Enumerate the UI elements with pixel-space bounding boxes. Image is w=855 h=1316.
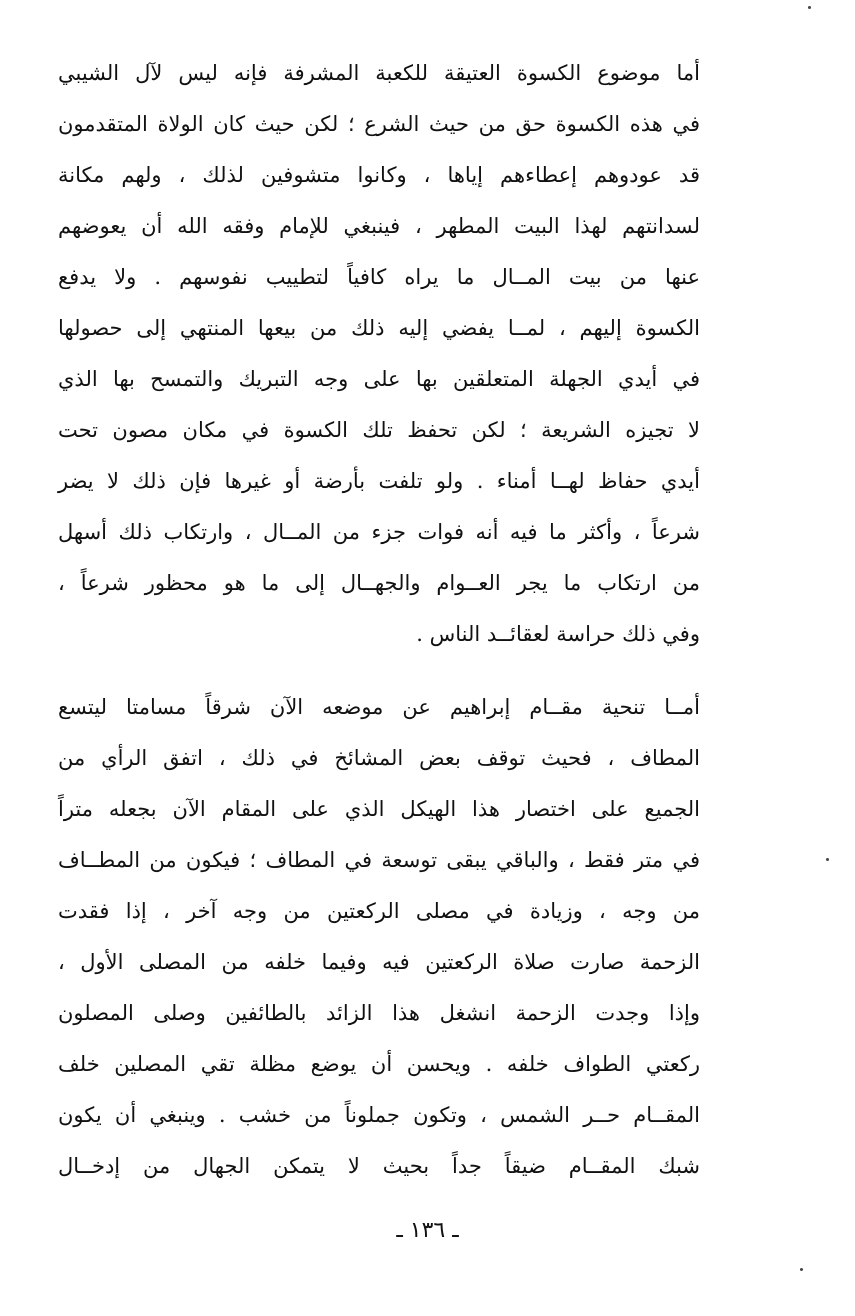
text-line: عنها من بيت المــال ما يراه كافياً لتطييب نفوسهم . ولا يدفع	[58, 265, 700, 289]
page-number: ـ ١٣٦ ـ	[396, 1218, 459, 1243]
text-line: الزحمة صارت صلاة الركعتين فيه وفيما خلفه من المصلى الأول ،	[58, 950, 700, 974]
text-line: المقــام حــر الشمس ، وتكون جملوناً من خشب . وينبغي أن يكون	[58, 1103, 700, 1127]
text-line: من وجه ، وزيادة في مصلى الركعتين من وجه آخر ، إذا فقدت	[58, 899, 700, 923]
scan-speck	[808, 6, 811, 9]
text-line: أيدي حفاظ لهــا أمناء . ولو تلفت بأرضة أو غيرها فإن ذلك لا يضر	[58, 469, 700, 493]
text-line: الجميع على اختصار هذا الهيكل الذي على المقام الآن بجعله متراً	[58, 797, 700, 821]
text-line: وإذا وجدت الزحمة انشغل هذا الزائد بالطائفين وصلى المصلون	[58, 1001, 700, 1025]
text-line: شرعاً ، وأكثر ما فيه أنه فوات جزء من المــال ، وارتكاب ذلك أسهل	[58, 520, 700, 544]
text-line: لا تجيزه الشريعة ؛ لكن تحفظ تلك الكسوة في مكان مصون تحت	[58, 418, 700, 442]
text-line: من ارتكاب ما يجر العــوام والجهــال إلى ما هو محظور شرعاً ،	[58, 571, 700, 595]
text-line: لسدانتهم لهذا البيت المطهر ، فينبغي للإمام وفقه الله أن يعوضهم	[58, 214, 700, 238]
text-line: قد عودوهم إعطاءهم إياها ، وكانوا متشوفين لذلك ، ولهم مكانة	[58, 163, 700, 187]
text-line: وفي ذلك حراسة لعقائــد الناس .	[416, 622, 700, 646]
text-line: أما موضوع الكسوة العتيقة للكعبة المشرفة فإنه ليس لآل الشيبي	[58, 61, 700, 85]
text-line: ركعتي الطواف خلفه . ويحسن أن يوضع مظلة تقي المصلين خلف	[58, 1052, 700, 1076]
text-line: في أيدي الجهلة المتعلقين بها على وجه التبريك والتمسح بها الذي	[58, 367, 700, 391]
text-line: في هذه الكسوة حق من حيث الشرع ؛ لكن حيث كان الولاة المتقدمون	[58, 112, 700, 136]
text-line: أمــا تنحية مقــام إبراهيم عن موضعه الآن شرقاً مسامتا ليتسع	[58, 695, 700, 719]
paragraph-maqam	[58, 682, 700, 1192]
text-line: الكسوة إليهم ، لمــا يفضي إليه ذلك من بيعها المنتهي إلى حصولها	[58, 316, 700, 340]
text-line: المطاف ، فحيث توقف بعض المشائخ في ذلك ، اتفق الرأي من	[58, 746, 700, 770]
paragraph-kiswa	[58, 48, 700, 660]
text-line: في متر فقط ، والباقي يبقى توسعة في المطاف ؛ فيكون من المطــاف	[58, 848, 700, 872]
scan-speck	[800, 1268, 803, 1271]
scan-speck	[826, 858, 829, 861]
text-line: شبك المقــام ضيقاً جداً بحيث لا يتمكن الجهال من إدخــال	[58, 1154, 700, 1178]
